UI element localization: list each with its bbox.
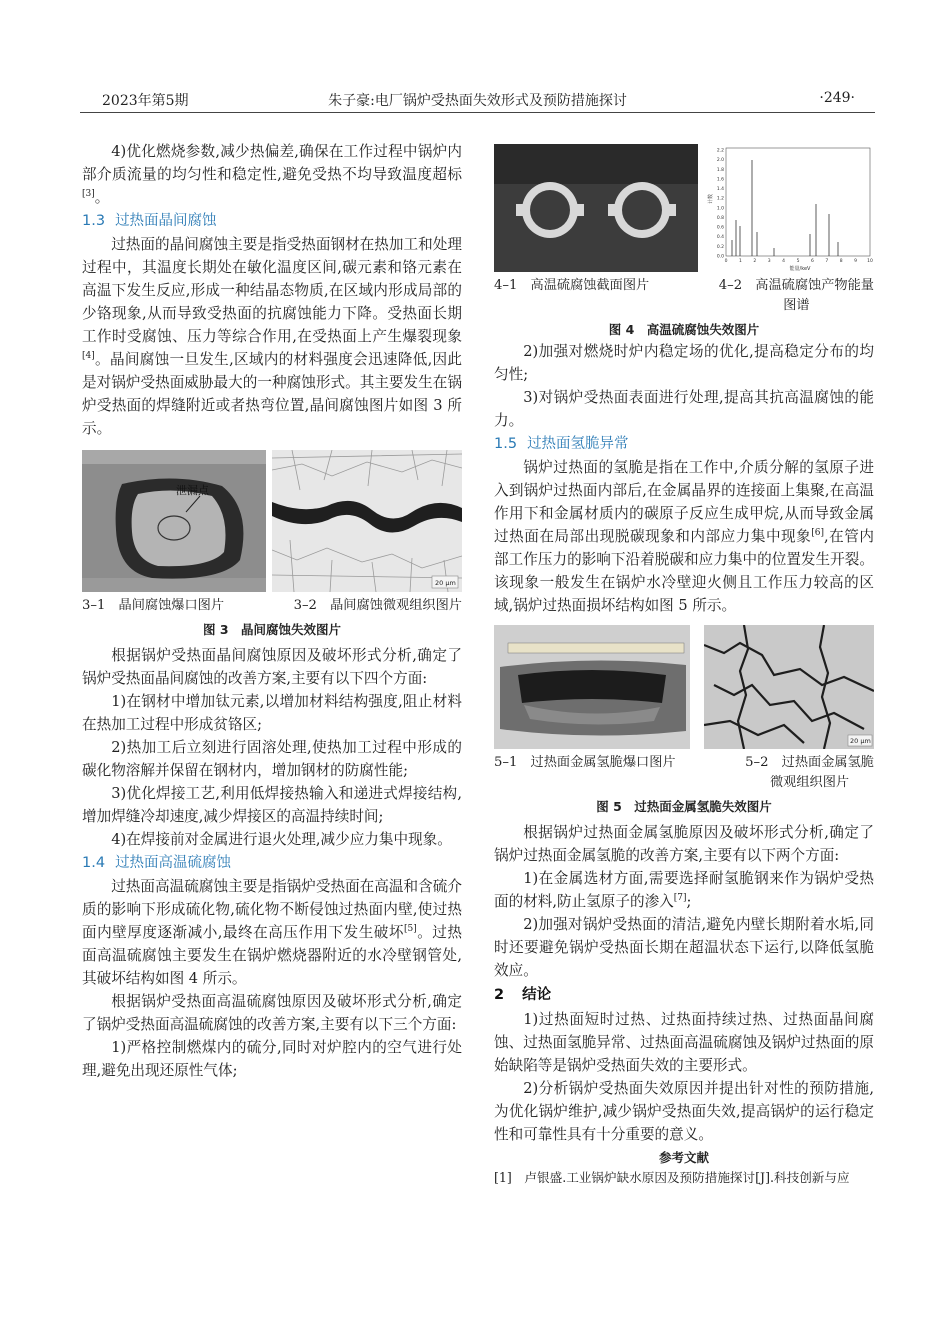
paragraph: 锅炉过热面的氢脆是指在工作中,介质分解的氢原子进入到锅炉过热面内部后,在金属晶界的连接面上集聚,在高温作用下和金属材质内的碳原子反应生成甲烷,从而导致金属过热面在局部出现脱碳现象和内部应力集中现象[6],在管内部工作压力的影响下沿着脱碳和应力集中的位置发生开裂。该现象一般发生在锅炉水冷壁迎火侧且工作压力较高的区域,锅炉过热面损坏结构如图 5 所示。: [494, 459, 874, 614]
y-tick-label: 1.6: [716, 177, 724, 183]
figure-4-2-caption: 4–2 高温硫腐蚀产物能量 图谱: [718, 278, 874, 313]
list-item: 1)在钢材中增加钛元素,以增加材料结构强度,阻止材料在热加工过程中形成贫铬区;: [82, 693, 462, 733]
figure-4-title: 图 4 高温硫腐蚀失效图片: [608, 322, 760, 337]
section-heading-1-4: 1.4 过热面高温硫腐蚀: [82, 855, 232, 871]
list-item: 3)优化焊接工艺,利用低焊接热输入和递进式焊接结构,增加焊缝冷却速度,减少焊接区的高温持续时间;: [82, 785, 462, 825]
paragraph: 根据锅炉受热面高温硫腐蚀原因及破坏形式分析,确定了锅炉受热面高温硫腐蚀的改善方案,主要有以下三个方面:: [82, 993, 462, 1033]
paragraph: 过热面高温硫腐蚀主要是指锅炉受热面在高温和含硫介质的影响下形成硫化物,硫化物不断侵蚀过热面内壁,使过热面内壁厚度逐渐减小,最终在高压作用下发生破坏[5]。过热面高温硫腐蚀主要发生在锅炉燃烧器附近的水冷壁钢管处,其破坏结构如图 4 所示。: [82, 878, 462, 987]
y-tick-label: 0.6: [716, 225, 724, 231]
list-item: 4)在焊接前对金属进行退火处理,减少应力集中现象。: [111, 831, 452, 848]
list-item: 2)加强对燃烧时炉内稳定场的优化,提高稳定分布的均匀性;: [494, 343, 874, 383]
list-item: 1)严格控制燃煤内的硫分,同时对炉腔内的空气进行处理,避免出现还原性气体;: [82, 1039, 462, 1079]
x-tick-label: 4: [782, 259, 786, 264]
figure-5: [494, 625, 874, 749]
list-item: 2)加强对锅炉受热面的清洁,避免内壁长期附着水垢,同时还要避免锅炉受热面长期在超温状态下运行,以降低氢脆效应。: [494, 916, 874, 979]
list-item: 1)过热面短时过热、过热面持续过热、过热面晶间腐蚀、过热面氢脆异常、过热面高温硫腐蚀及锅炉过热面的原始缺陷等是锅炉受热面失效的主要形式。: [494, 1011, 874, 1074]
list-item: 2)分析锅炉受热面失效原因并提出针对性的预防措施,为优化锅炉维护,减少锅炉受热面失效,提高锅炉的运行稳定性和可靠性具有十分重要的意义。: [494, 1080, 874, 1143]
references-heading: 参考文献: [658, 1150, 709, 1165]
figure-3-1-caption: 3–1 晶间腐蚀爆口图片: [82, 598, 225, 613]
y-tick-label: 1.0: [716, 206, 724, 212]
x-tick-label: 9: [854, 259, 858, 264]
paragraph: 根据锅炉过热面金属氢脆原因及破坏形式分析,确定了锅炉过热面金属氢脆的改善方案,主要有以下两个方面:: [494, 824, 874, 864]
scale-bar-label: 20 μm: [435, 579, 456, 587]
figure-4-captions: [494, 276, 874, 316]
journal-issue: 2023年第5期: [102, 93, 189, 109]
figure-3-1-photo: [82, 450, 266, 592]
list-item: 3)对锅炉受热面表面进行处理,提高其抗高温腐蚀的能力。: [494, 389, 874, 429]
figure-3-2-micrograph: [272, 450, 462, 592]
paragraph: 根据锅炉受热面晶间腐蚀原因及破坏形式分析,确定了锅炉受热面晶间腐蚀的改善方案,主要有以下四个方面:: [82, 647, 462, 687]
leak-point-label: 泄漏点: [176, 484, 209, 497]
paragraph: 4)优化燃烧参数,减少热偏差,确保在工作过程中锅炉内部介质流量的均匀性和稳定性,避免受热不均导致温度超标[3]。: [82, 143, 462, 206]
figure-5-1-photo: [494, 625, 690, 749]
figure-3-title: 图 3 晶间腐蚀失效图片: [202, 622, 342, 637]
y-axis-label: 计数: [708, 193, 714, 204]
x-tick-label: 1: [738, 259, 742, 264]
left-column: [82, 140, 462, 1082]
section-heading-1-5: 1.5 过热面氢脆异常: [494, 436, 629, 452]
list-item: 1)在金属选材方面,需要选择耐氢脆钢来作为锅炉受热面的材料,防止氢原子的渗入[7];: [494, 870, 874, 910]
y-tick-label: 1.8: [716, 167, 724, 173]
y-tick-label: 0.4: [716, 235, 724, 241]
y-tick-label: 2.2: [716, 148, 724, 154]
citation: [4]: [82, 351, 95, 362]
citation: [6]: [811, 528, 825, 539]
article-title: 朱子豪:电厂锅炉受热面失效形式及预防措施探讨: [328, 93, 627, 109]
y-tick-label: 0.0: [716, 254, 724, 260]
figure-5-2-caption: 5–2 过热面金属氢脆 微观组织图片: [745, 755, 874, 790]
figure-4: [494, 144, 874, 272]
figure-5-1-caption: 5–1 过热面金属氢脆爆口图片: [494, 755, 676, 770]
section-heading-2: 2 结论: [494, 987, 552, 1003]
figure-4-1-photo: [494, 144, 698, 272]
figure-3: [82, 450, 462, 592]
y-tick-label: 2.0: [716, 158, 724, 164]
citation: [5]: [403, 924, 417, 935]
x-tick-label: 0: [724, 259, 728, 264]
citation: [7]: [673, 893, 687, 904]
figure-5-captions: [494, 753, 874, 793]
y-tick-label: 1.4: [716, 187, 724, 193]
figure-4-1-caption: 4–1 高温硫腐蚀截面图片: [494, 278, 650, 293]
right-column: [494, 140, 874, 1188]
y-tick-label: 0.8: [716, 215, 724, 221]
scale-bar-label: 20 μm: [850, 737, 871, 745]
x-tick-label: 10: [867, 259, 873, 264]
x-tick-label: 6: [810, 259, 814, 264]
header-rule: [80, 112, 875, 113]
ruler: [508, 643, 684, 653]
figure-3-2-caption: 3–2 晶间腐蚀微观组织图片: [293, 598, 462, 613]
figure-3-captions: [82, 596, 462, 616]
y-tick-label: 0.2: [716, 244, 724, 250]
x-tick-label: 8: [839, 259, 843, 264]
x-axis-label: 能量/keV: [789, 266, 811, 272]
y-tick-label: 1.2: [716, 196, 724, 202]
paragraph: 过热面的晶间腐蚀主要是指受热面钢材在热加工和处理过程中，其温度长期处在敏化温度区间,碳元素和铬元素在高温下发生反应,形成一种结晶态物质,在区域内形成局部的少铬现象,从而导致受热面的抗腐蚀能力下降。受热面长期工作时受腐蚀、压力等综合作用,在受热面上产生爆裂现象[4]。晶间腐蚀一旦发生,区域内的材料强度会迅速降低,因此是对锅炉受热面威胁最大的一种腐蚀形式。其主要发生在锅炉受热面的焊缝附近或者热弯位置,晶间腐蚀图片如图 3 所示。: [82, 236, 462, 437]
figure-5-title: 图 5 过热面金属氢脆失效图片: [596, 799, 772, 814]
figure-4-2-energy-spectrum: [704, 144, 874, 272]
list-item: 2)热加工后立刻进行固溶处理,使热加工过程中形成的碳化物溶解并保留在钢材内，增加钢材的防腐性能;: [82, 739, 462, 779]
page-number: ·249·: [819, 90, 855, 106]
x-tick-label: 2: [753, 259, 757, 264]
reference-item: [1] 卢银盛.工业锅炉缺水原因及预防措施探讨[J].科技创新与应: [494, 1170, 850, 1185]
x-tick-label: 7: [825, 259, 829, 264]
citation: [3]: [82, 189, 95, 200]
x-tick-label: 5: [796, 259, 800, 264]
section-heading-1-3: 1.3 过热面晶间腐蚀: [82, 213, 217, 229]
running-header: [80, 88, 875, 112]
x-tick-label: 3: [767, 259, 771, 264]
figure-5-2-micrograph: [704, 625, 874, 749]
